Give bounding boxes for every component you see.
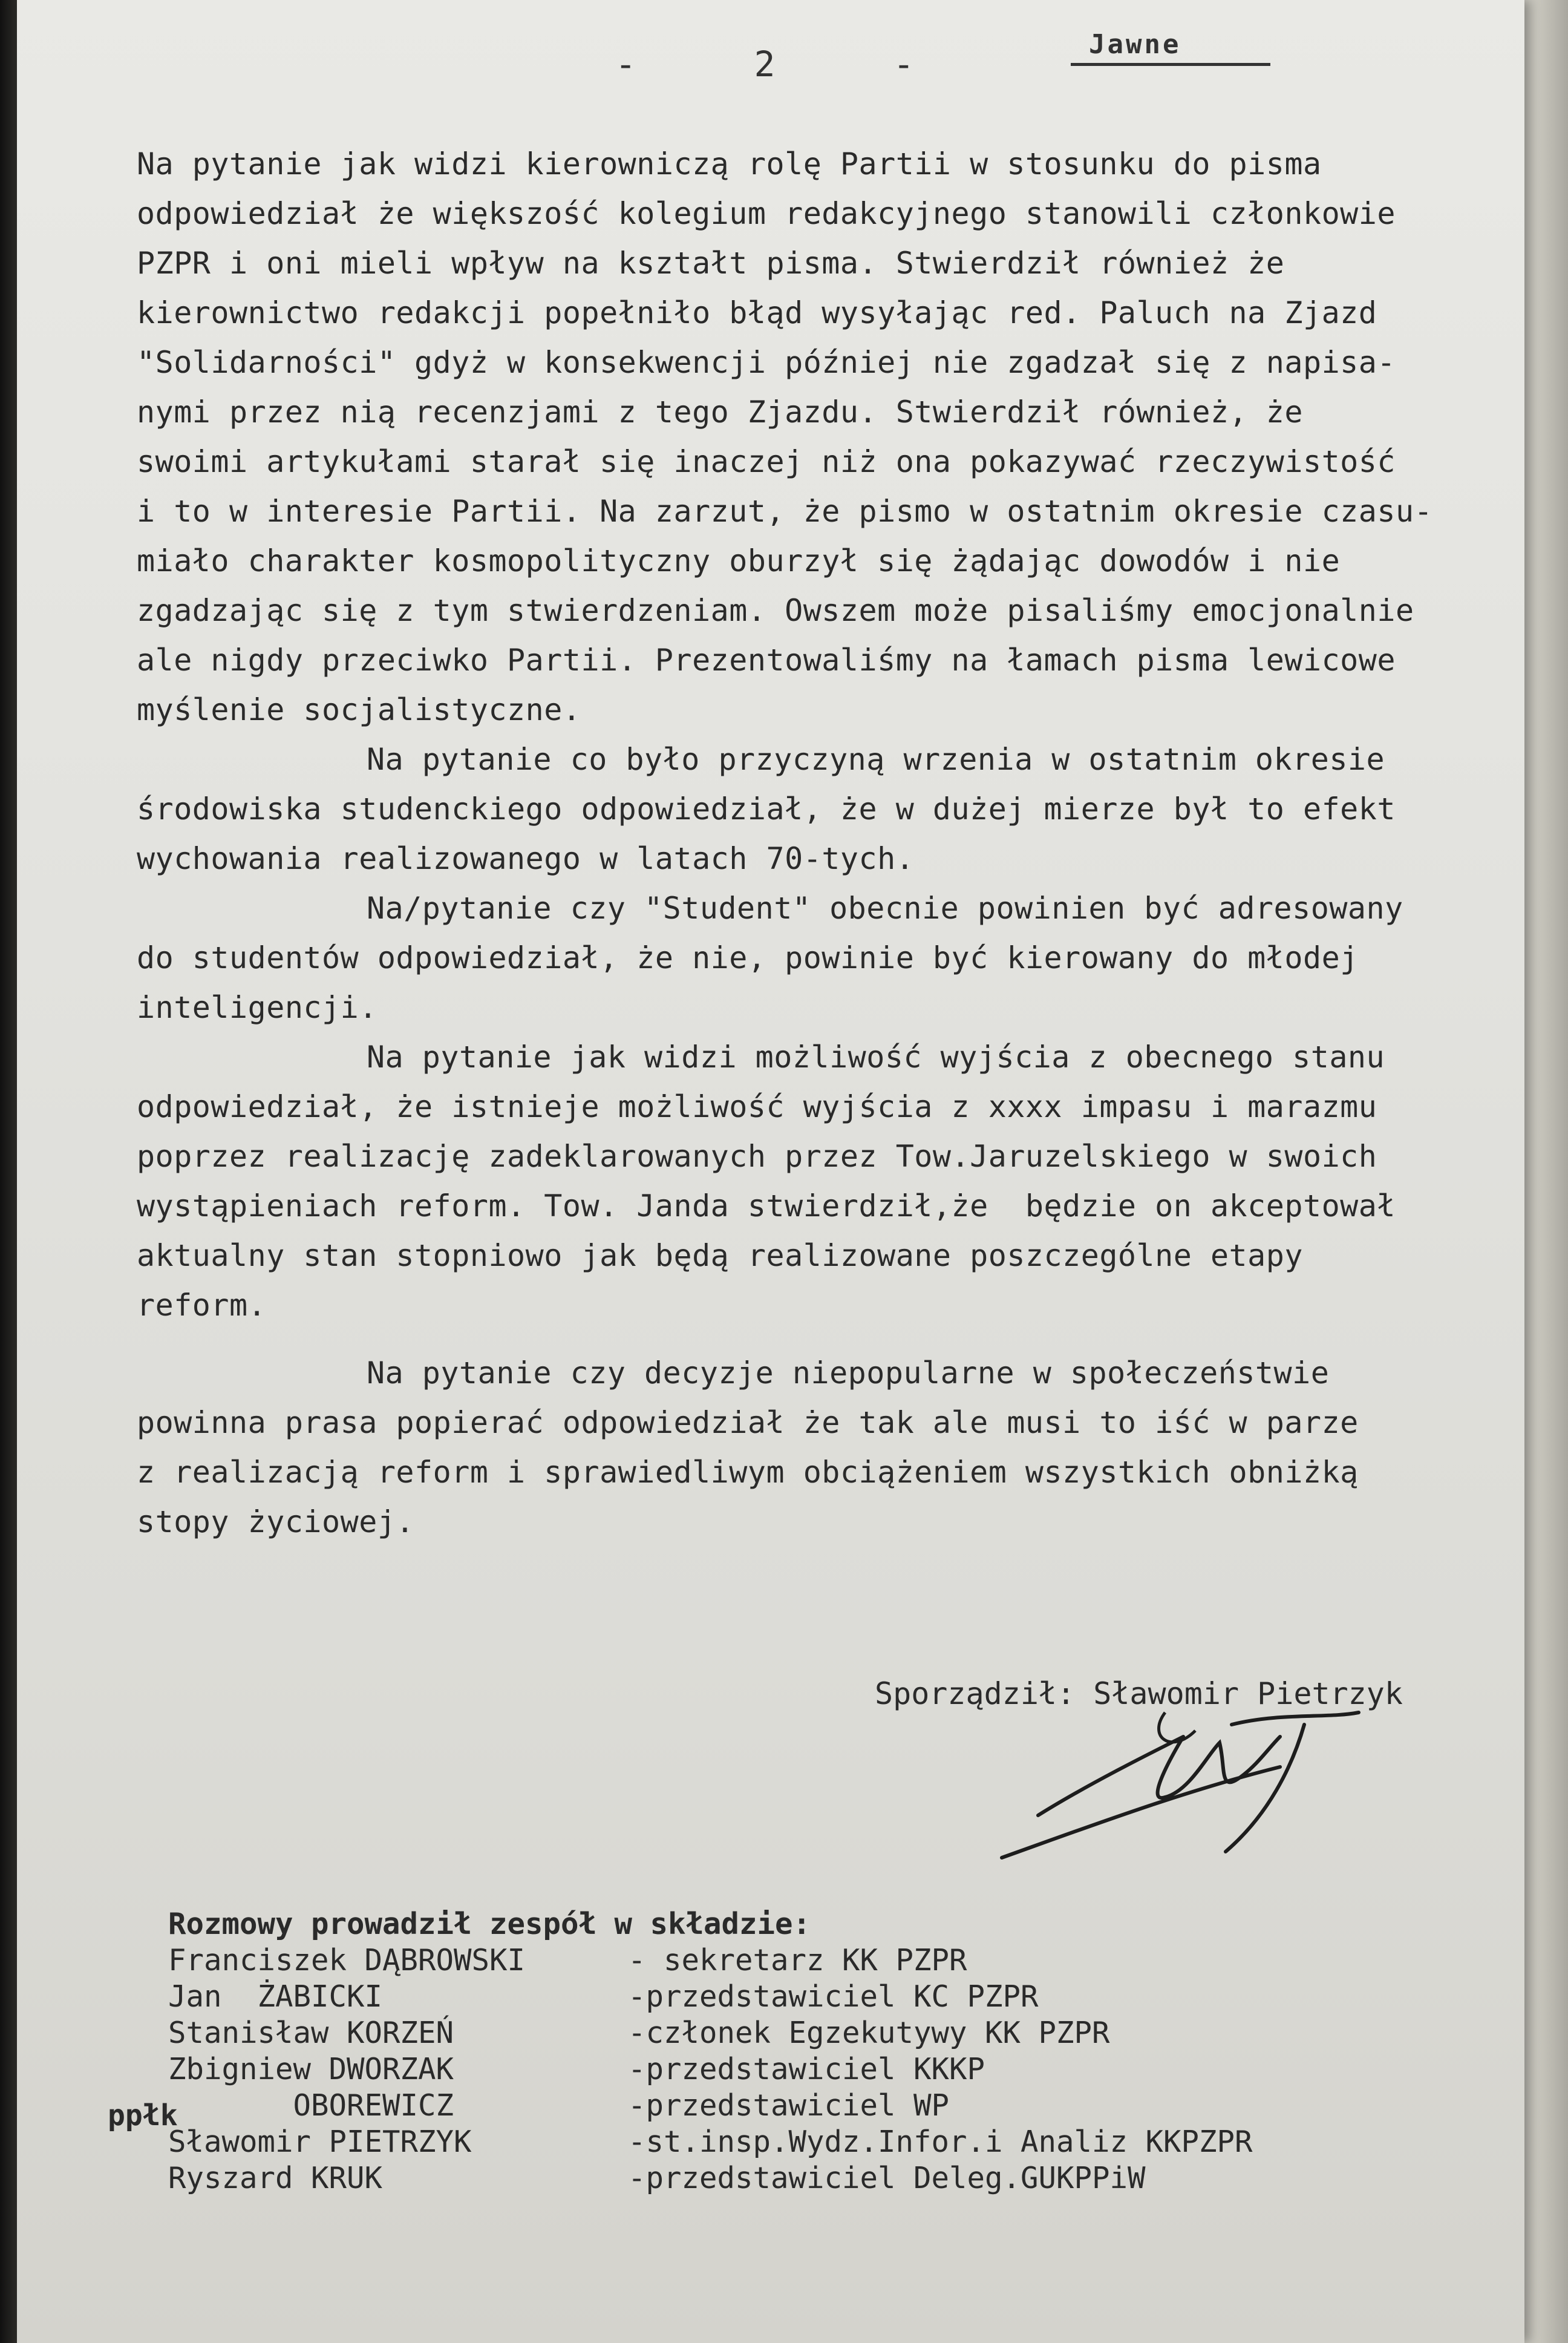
text-line: miało charakter kosmopolityczny oburzył się żądając dowodów i nie bbox=[137, 543, 1341, 578]
text-line: wychowania realizowanego w latach 70-tych. bbox=[137, 841, 915, 876]
text-line: stopy życiowej. bbox=[137, 1504, 415, 1539]
member-role: -przedstawiciel Deleg.GUKPPiW bbox=[628, 2161, 1146, 2195]
team-member bbox=[168, 2015, 1439, 2051]
team-member bbox=[168, 1979, 1439, 2015]
team-member bbox=[168, 2160, 1439, 2197]
member-name: Franciszek DĄBROWSKI bbox=[168, 1943, 526, 1978]
text-line: z realizacją reform i sprawiedliwym obciążeniem wszystkich obniżką bbox=[137, 1455, 1359, 1490]
page-number: - 2 - bbox=[615, 44, 963, 85]
text-line: nymi przez nią recenzjami z tego Zjazdu. Stwierdził również, że bbox=[137, 395, 1303, 430]
prepared-by: Sporządził: Sławomir Pietrzyk bbox=[875, 1676, 1403, 1711]
text-line: środowiska studenckiego odpowiedział, że w dużej mierze był to efekt bbox=[137, 791, 1396, 827]
text-line: Na pytanie co było przyczyną wrzenia w ostatnim okresie bbox=[367, 742, 1385, 777]
text-line: Na pytanie czy decyzje niepopularne w społeczeństwie bbox=[367, 1355, 1330, 1391]
stamp-underline bbox=[1071, 63, 1270, 66]
text-line: myślenie socjalistyczne. bbox=[137, 692, 581, 727]
text-line: i to w interesie Partii. Na zarzut, że pismo w ostatnim okresie czasu- bbox=[137, 494, 1433, 529]
member-name: Ryszard KRUK bbox=[168, 2161, 383, 2195]
member-name: OBOREWICZ bbox=[168, 2088, 454, 2123]
text-line: swoimi artykułami starał się inaczej niż ona pokazywać rzeczywistość bbox=[137, 444, 1396, 479]
member-role: -st.insp.Wydz.Infor.i Analiz KKPZPR bbox=[628, 2125, 1253, 2159]
team-member bbox=[168, 2051, 1439, 2088]
text-line: wystąpieniach reform. Tow. Janda stwierdził,że będzie on akceptował bbox=[137, 1188, 1396, 1224]
stamp-mark: Jawne bbox=[1089, 29, 1181, 60]
member-name: Jan ŻABICKI bbox=[168, 1979, 383, 2014]
text-line: kierownictwo redakcji popełniło błąd wysyłając red. Paluch na Zjazd bbox=[137, 295, 1377, 330]
team-heading: Rozmowy prowadził zespół w składzie: bbox=[168, 1907, 811, 1941]
text-line: "Solidarności" gdyż w konsekwencji później nie zgadzał się z napisa- bbox=[137, 345, 1396, 380]
paragraph-2 bbox=[137, 735, 1528, 883]
text-line: inteligencji. bbox=[137, 990, 377, 1025]
paragraph-4 bbox=[137, 1032, 1528, 1330]
member-role: - sekretarz KK PZPR bbox=[628, 1943, 967, 1978]
document-page bbox=[17, 0, 1524, 2343]
team-list bbox=[168, 1906, 1439, 2197]
signature-block bbox=[875, 1676, 1480, 1711]
member-role: -członek Egzekutywy KK PZPR bbox=[628, 2016, 1110, 2050]
rank-prefix: ppłk bbox=[108, 2099, 178, 2132]
paragraph-5 bbox=[137, 1348, 1528, 1547]
member-role: -przedstawiciel KKKP bbox=[628, 2052, 985, 2086]
member-role: -przedstawiciel KC PZPR bbox=[628, 1979, 1039, 2014]
text-line: Na pytanie jak widzi kierowniczą rolę Partii w stosunku do pisma bbox=[137, 146, 1322, 182]
body-text bbox=[137, 139, 1528, 1547]
team-member bbox=[168, 2124, 1439, 2160]
text-line: aktualny stan stopniowo jak będą realizowane poszczególne etapy bbox=[137, 1238, 1303, 1273]
paragraph-3 bbox=[137, 883, 1528, 1032]
member-name: Stanisław KORZEŃ bbox=[168, 2016, 454, 2050]
text-line: odpowiedział że większość kolegium redakcyjnego stanowili członkowie bbox=[137, 196, 1396, 231]
text-line: zgadzając się z tym stwierdzeniam. Owszem może pisaliśmy emocjonalnie bbox=[137, 593, 1414, 628]
team-member bbox=[168, 2088, 1439, 2124]
member-role: -przedstawiciel WP bbox=[628, 2088, 950, 2123]
text-line: PZPR i oni mieli wpływ na kształt pisma. Stwierdził również że bbox=[137, 246, 1285, 281]
handwritten-signature bbox=[965, 1700, 1365, 1882]
text-line: Na pytanie jak widzi możliwość wyjścia z obecnego stanu bbox=[367, 1040, 1385, 1075]
text-line: Na/pytanie czy "Student" obecnie powinien być adresowany bbox=[367, 891, 1403, 926]
team-member bbox=[168, 1942, 1439, 1979]
paragraph-1 bbox=[137, 139, 1528, 735]
text-line: reform. bbox=[137, 1288, 267, 1323]
text-line: ale nigdy przeciwko Partii. Prezentowaliśmy na łamach pisma lewicowe bbox=[137, 643, 1396, 678]
text-line: powinna prasa popierać odpowiedział że tak ale musi to iść w parze bbox=[137, 1405, 1359, 1440]
text-line: poprzez realizację zadeklarowanych przez Tow.Jaruzelskiego w swoich bbox=[137, 1139, 1377, 1174]
text-line: do studentów odpowiedział, że nie, powinie być kierowany do młodej bbox=[137, 940, 1359, 975]
member-name: Sławomir PIETRZYK bbox=[168, 2125, 472, 2159]
text-line: odpowiedział, że istnieje możliwość wyjścia z xxxx impasu i marazmu bbox=[137, 1089, 1377, 1124]
member-name: Zbigniew DWORZAK bbox=[168, 2052, 454, 2086]
